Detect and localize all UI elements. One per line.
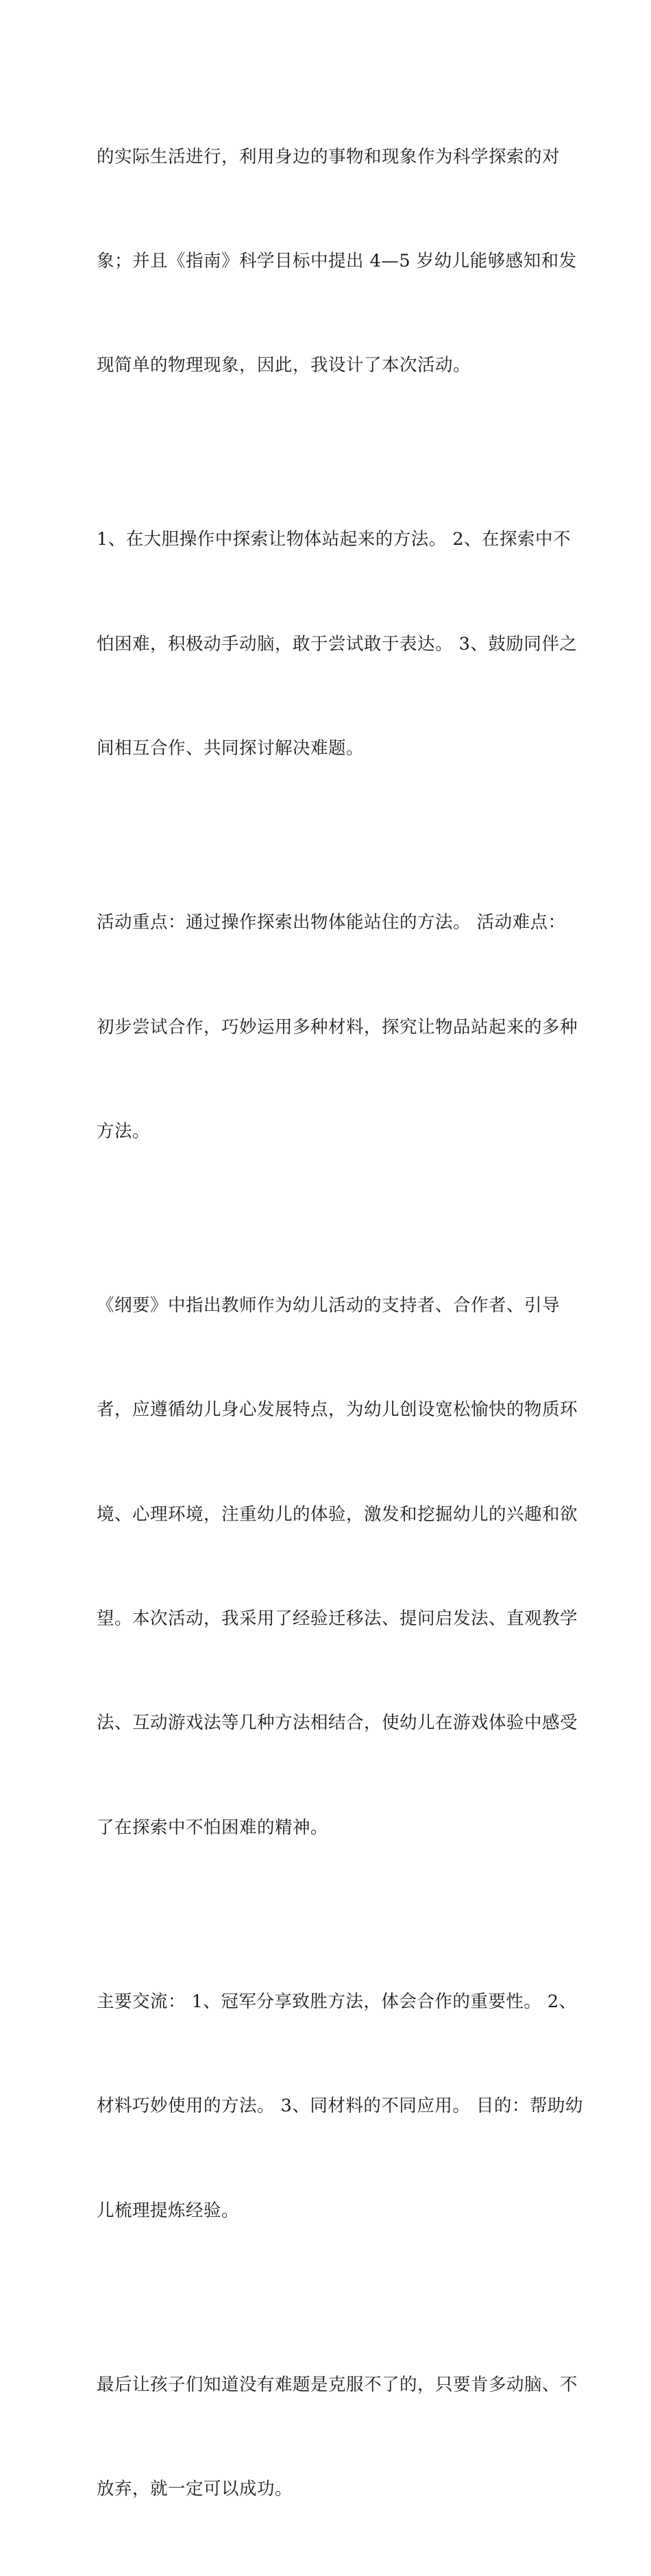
text-line: 怕困难，积极动手动脑，敢于尝试敢于表达。 3、鼓励同伴之 bbox=[97, 633, 578, 654]
text-line: 材料巧妙使用的方法。 3、同材料的不同应用。 目的：帮助幼 bbox=[97, 2096, 583, 2117]
text-line: 望。本次活动，我采用了经验迁移法、提问启发法、直观教学 bbox=[97, 1608, 578, 1630]
paragraph-exchange bbox=[97, 1915, 583, 2298]
text-line: 现简单的物理现象，因此，我设计了本次活动。 bbox=[97, 355, 471, 376]
text-line: 最后让孩子们知道没有难题是克服不了的，只要肯多动脑、不 bbox=[97, 2374, 578, 2395]
text-line: 活动重点：通过操作探索出物体能站住的方法。 活动难点： bbox=[97, 912, 566, 933]
text-line: 者，应遵循幼儿身心发展特点，为幼儿创设宽松愉快的物质环 bbox=[97, 1399, 578, 1421]
paragraph-goals bbox=[97, 453, 578, 836]
text-line: 了在探索中不怕困难的精神。 bbox=[97, 1817, 329, 1838]
text-line: 方法。 bbox=[97, 1120, 151, 1142]
text-line: 放弃，就一定可以成功。 bbox=[97, 2478, 293, 2499]
text-line: 《纲要》中指出教师作为幼儿活动的支持者、合作者、引导 bbox=[97, 1295, 561, 1316]
text-line: 主要交流： 1、冠军分享致胜方法，体会合作的重要性。 2、 bbox=[97, 1991, 577, 2012]
paragraph-intro bbox=[97, 70, 577, 453]
paragraph-key-points bbox=[97, 836, 578, 1219]
document-body bbox=[97, 70, 583, 2576]
paragraph-methods bbox=[97, 1218, 578, 1915]
text-line: 初步尝试合作，巧妙运用多种材料，探究让物品站起来的多种 bbox=[97, 1016, 578, 1038]
paragraph-conclusion bbox=[97, 2298, 578, 2576]
text-line: 间相互合作、共同探讨解决难题。 bbox=[97, 738, 365, 759]
text-line: 境、心理环境，注重幼儿的体验，激发和挖掘幼儿的兴趣和欲 bbox=[97, 1504, 578, 1525]
text-line: 儿梳理提炼经验。 bbox=[97, 2200, 240, 2221]
text-line: 法、互动游戏法等几种方法相结合，使幼儿在游戏体验中感受 bbox=[97, 1713, 578, 1734]
text-line: 1、在大胆操作中探索让物体站起来的方法。 2、在探索中不 bbox=[97, 529, 572, 550]
text-line: 的实际生活进行，利用身边的事物和现象作为科学探索的对 bbox=[97, 146, 561, 167]
text-line: 象；并且《指南》科学目标中提出 4—5 岁幼儿能够感知和发 bbox=[97, 250, 577, 271]
